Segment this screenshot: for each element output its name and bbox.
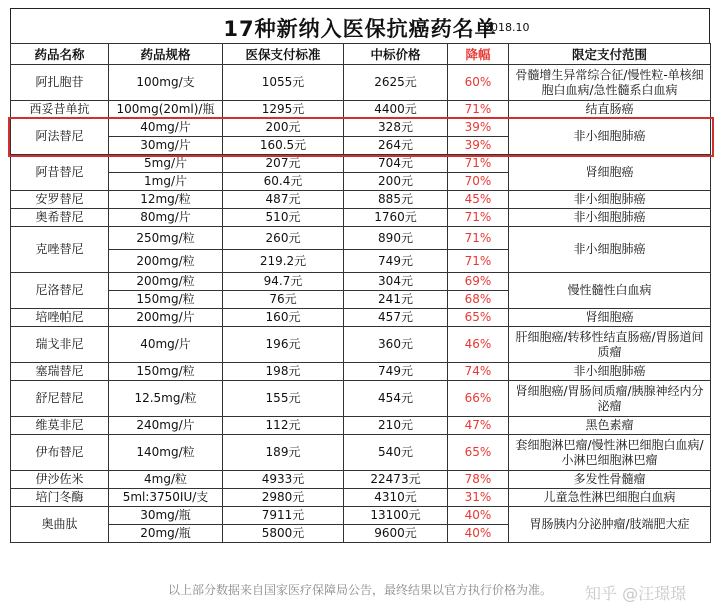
drug-name: 伊沙佐米 (11, 471, 109, 489)
bid-price: 9600元 (344, 525, 448, 543)
drug-spec: 150mg/粒 (109, 291, 223, 309)
drug-spec: 5ml:3750IU/支 (109, 489, 223, 507)
table-row (11, 489, 711, 507)
table-row (11, 155, 711, 173)
drug-spec: 4mg/粒 (109, 471, 223, 489)
drug-spec: 30mg/片 (109, 137, 223, 155)
bid-price: 2625元 (344, 65, 448, 101)
drug-spec: 100mg(20ml)/瓶 (109, 101, 223, 119)
coverage-range: 非小细胞肺癌 (509, 363, 711, 381)
footer-note: 以上部分数据来自国家医疗保障局公告，最终结果以官方执行价格为准。 (167, 583, 552, 597)
bid-price: 749元 (344, 363, 448, 381)
payment-standard: 7911元 (223, 507, 344, 525)
header-bid-price: 中标价格 (344, 44, 448, 65)
payment-standard: 487元 (223, 191, 344, 209)
drug-spec: 80mg/片 (109, 209, 223, 227)
drug-spec: 40mg/片 (109, 327, 223, 363)
payment-standard: 160.5元 (223, 137, 344, 155)
bid-price: 304元 (344, 273, 448, 291)
price-decrease: 39% (448, 137, 509, 155)
table-row (11, 273, 711, 291)
coverage-range: 肝细胞癌/转移性结直肠癌/胃肠道间质瘤 (509, 327, 711, 363)
bid-price: 200元 (344, 173, 448, 191)
drug-name: 维莫非尼 (11, 417, 109, 435)
bid-price: 454元 (344, 381, 448, 417)
table-row (11, 471, 711, 489)
price-decrease: 70% (448, 173, 509, 191)
payment-standard: 219.2元 (223, 250, 344, 273)
coverage-range: 胃肠胰内分泌肿瘤/肢端肥大症 (509, 507, 711, 543)
payment-standard: 189元 (223, 435, 344, 471)
payment-standard: 160元 (223, 309, 344, 327)
bid-price: 210元 (344, 417, 448, 435)
drug-name: 培唑帕尼 (11, 309, 109, 327)
drug-table (10, 43, 711, 543)
drug-spec: 200mg/粒 (109, 273, 223, 291)
drug-name: 奥曲肽 (11, 507, 109, 543)
price-decrease: 71% (448, 101, 509, 119)
price-decrease: 71% (448, 227, 509, 250)
header-spec: 药品规格 (109, 44, 223, 65)
price-decrease: 60% (448, 65, 509, 101)
bid-price: 890元 (344, 227, 448, 250)
coverage-range: 儿童急性淋巴细胞白血病 (509, 489, 711, 507)
payment-standard: 112元 (223, 417, 344, 435)
bid-price: 1760元 (344, 209, 448, 227)
table-body (11, 65, 711, 543)
bid-price: 540元 (344, 435, 448, 471)
watermark: 知乎 @汪璟璟 (585, 584, 687, 603)
title-bar (10, 8, 710, 43)
price-decrease: 66% (448, 381, 509, 417)
header-decrease: 降幅 (448, 44, 509, 65)
table-row (11, 363, 711, 381)
drug-name: 培门冬酶 (11, 489, 109, 507)
bid-price: 13100元 (344, 507, 448, 525)
price-decrease: 65% (448, 309, 509, 327)
price-decrease: 31% (448, 489, 509, 507)
drug-list-document (10, 8, 710, 543)
coverage-range: 慢性髓性白血病 (509, 273, 711, 309)
price-decrease: 71% (448, 155, 509, 173)
page-title: 17种新纳入医保抗癌药名单 (223, 17, 497, 41)
payment-standard: 510元 (223, 209, 344, 227)
drug-spec: 40mg/片 (109, 119, 223, 137)
drug-spec: 30mg/瓶 (109, 507, 223, 525)
price-decrease: 69% (448, 273, 509, 291)
drug-spec: 200mg/粒 (109, 250, 223, 273)
coverage-range: 套细胞淋巴瘤/慢性淋巴细胞白血病/小淋巴细胞淋巴瘤 (509, 435, 711, 471)
bid-price: 749元 (344, 250, 448, 273)
payment-standard: 76元 (223, 291, 344, 309)
drug-spec: 20mg/瓶 (109, 525, 223, 543)
drug-name: 阿扎胞苷 (11, 65, 109, 101)
coverage-range: 非小细胞肺癌 (509, 227, 711, 273)
price-decrease: 46% (448, 327, 509, 363)
coverage-range: 非小细胞肺癌 (509, 191, 711, 209)
table-row (11, 381, 711, 417)
payment-standard: 5800元 (223, 525, 344, 543)
price-decrease: 68% (448, 291, 509, 309)
table-row (11, 119, 711, 137)
drug-spec: 250mg/粒 (109, 227, 223, 250)
price-decrease: 45% (448, 191, 509, 209)
bid-price: 4310元 (344, 489, 448, 507)
payment-standard: 155元 (223, 381, 344, 417)
table-row (11, 435, 711, 471)
coverage-range: 肾细胞癌 (509, 155, 711, 191)
payment-standard: 94.7元 (223, 273, 344, 291)
price-decrease: 71% (448, 250, 509, 273)
drug-name: 塞瑞替尼 (11, 363, 109, 381)
drug-spec: 140mg/粒 (109, 435, 223, 471)
bid-price: 22473元 (344, 471, 448, 489)
bid-price: 885元 (344, 191, 448, 209)
drug-name: 西妥昔单抗 (11, 101, 109, 119)
date-label: 2018.10 (484, 21, 530, 34)
drug-spec: 1mg/片 (109, 173, 223, 191)
drug-name: 阿昔替尼 (11, 155, 109, 191)
drug-name: 瑞戈非尼 (11, 327, 109, 363)
table-row (11, 327, 711, 363)
drug-spec: 150mg/粒 (109, 363, 223, 381)
coverage-range: 结直肠癌 (509, 101, 711, 119)
payment-standard: 200元 (223, 119, 344, 137)
price-decrease: 65% (448, 435, 509, 471)
payment-standard: 196元 (223, 327, 344, 363)
price-decrease: 40% (448, 525, 509, 543)
price-decrease: 74% (448, 363, 509, 381)
price-decrease: 47% (448, 417, 509, 435)
bid-price: 264元 (344, 137, 448, 155)
table-row (11, 209, 711, 227)
drug-name: 尼洛替尼 (11, 273, 109, 309)
table-row (11, 65, 711, 101)
table-row (11, 191, 711, 209)
drug-name: 阿法替尼 (11, 119, 109, 155)
coverage-range: 多发性骨髓瘤 (509, 471, 711, 489)
coverage-range: 肾细胞癌/胃肠间质瘤/胰腺神经内分泌瘤 (509, 381, 711, 417)
header-standard: 医保支付标准 (223, 44, 344, 65)
drug-spec: 12mg/粒 (109, 191, 223, 209)
drug-name: 舒尼替尼 (11, 381, 109, 417)
payment-standard: 2980元 (223, 489, 344, 507)
payment-standard: 1055元 (223, 65, 344, 101)
bid-price: 4400元 (344, 101, 448, 119)
bid-price: 457元 (344, 309, 448, 327)
drug-name: 安罗替尼 (11, 191, 109, 209)
coverage-range: 肾细胞癌 (509, 309, 711, 327)
table-row (11, 507, 711, 525)
drug-spec: 5mg/片 (109, 155, 223, 173)
payment-standard: 207元 (223, 155, 344, 173)
price-decrease: 40% (448, 507, 509, 525)
payment-standard: 260元 (223, 227, 344, 250)
drug-spec: 200mg/片 (109, 309, 223, 327)
drug-name: 伊布替尼 (11, 435, 109, 471)
table-row (11, 417, 711, 435)
bid-price: 328元 (344, 119, 448, 137)
drug-spec: 240mg/片 (109, 417, 223, 435)
payment-standard: 198元 (223, 363, 344, 381)
bid-price: 241元 (344, 291, 448, 309)
header-range: 限定支付范围 (509, 44, 711, 65)
price-decrease: 78% (448, 471, 509, 489)
coverage-range: 非小细胞肺癌 (509, 119, 711, 155)
drug-name: 克唑替尼 (11, 227, 109, 273)
payment-standard: 1295元 (223, 101, 344, 119)
header-name: 药品名称 (11, 44, 109, 65)
table-row (11, 309, 711, 327)
payment-standard: 4933元 (223, 471, 344, 489)
bid-price: 704元 (344, 155, 448, 173)
price-decrease: 71% (448, 209, 509, 227)
drug-spec: 100mg/支 (109, 65, 223, 101)
price-decrease: 39% (448, 119, 509, 137)
drug-spec: 12.5mg/粒 (109, 381, 223, 417)
table-header-row (11, 44, 711, 65)
coverage-range: 骨髓增生异常综合征/慢性粒-单核细胞白血病/急性髓系白血病 (509, 65, 711, 101)
table-row (11, 101, 711, 119)
table-row (11, 227, 711, 250)
payment-standard: 60.4元 (223, 173, 344, 191)
bid-price: 360元 (344, 327, 448, 363)
coverage-range: 非小细胞肺癌 (509, 209, 711, 227)
coverage-range: 黑色素瘤 (509, 417, 711, 435)
drug-name: 奥希替尼 (11, 209, 109, 227)
